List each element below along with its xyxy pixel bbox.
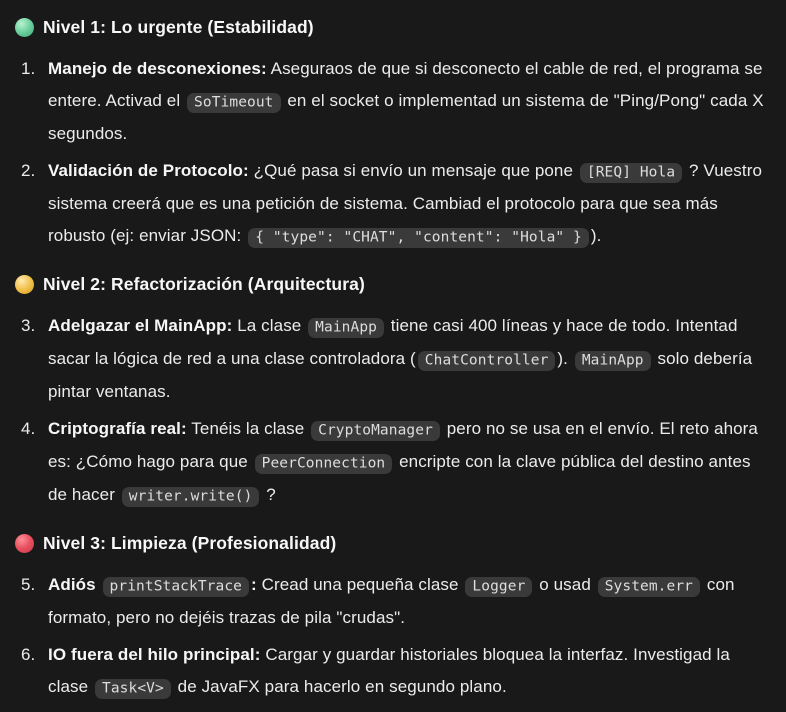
bold-text: Adelgazar el MainApp: — [48, 316, 233, 335]
body-text: Cread una pequeña clase — [256, 575, 464, 594]
inline-code: { "type": "CHAT", "content": "Hola" } — [248, 228, 589, 248]
list-item — [15, 413, 770, 512]
bold-text: Adiós — [48, 575, 101, 594]
list-item — [15, 310, 770, 408]
inline-code: SoTimeout — [187, 93, 280, 113]
section-title: Nivel 1: Lo urgente (Estabilidad) — [43, 17, 314, 37]
inline-code: [REQ] Hola — [580, 163, 682, 183]
list-item-number: 2. — [21, 161, 36, 180]
section-heading — [15, 271, 770, 297]
inline-code: MainApp — [308, 318, 384, 338]
body-text: ¿Qué pasa si envío un mensaje que pone — [248, 161, 578, 180]
section-heading — [15, 530, 770, 556]
body-text: con formato, pero no dejéis trazas de pila "crudas". — [48, 575, 735, 627]
bold-text: : — [251, 575, 257, 594]
section-heading — [15, 14, 770, 40]
section-title: Nivel 2: Refactorización (Arquitectura) — [43, 274, 365, 294]
inline-code: ChatController — [418, 351, 556, 371]
list-item — [15, 155, 770, 253]
list-item-number: 1. — [21, 59, 36, 78]
body-text: o usad — [534, 575, 596, 594]
level-list — [15, 310, 770, 512]
level-list — [15, 569, 770, 704]
body-text: Aseguraos de que si desconecto el cable de red, el programa se entere. Activad el — [48, 59, 763, 110]
inline-code: PeerConnection — [255, 454, 393, 474]
list-item-number: 4. — [21, 419, 36, 438]
body-text: encripte con la clave pública del destino antes de hacer — [48, 452, 751, 504]
list-item-number: 6. — [21, 645, 36, 664]
body-text: ). — [557, 349, 573, 368]
inline-code: System.err — [598, 577, 700, 597]
bold-text: Manejo de desconexiones: — [48, 59, 267, 78]
body-text: tiene casi 400 líneas y hace de todo. Intentad sacar la lógica de red a una clase controladora ( — [48, 316, 738, 368]
list-item — [15, 53, 770, 150]
green-circle-icon — [15, 18, 34, 37]
body-text: La clase — [232, 316, 307, 335]
body-text: ). — [590, 226, 602, 245]
bold-text: Criptografía real: — [48, 419, 187, 438]
body-text: pero no se usa en el envío. El reto ahora es: ¿Cómo hago para que — [48, 419, 758, 471]
section-title: Nivel 3: Limpieza (Profesionalidad) — [43, 533, 337, 553]
bold-text: Validación de Protocolo: — [48, 161, 249, 180]
inline-code: writer.write() — [122, 487, 260, 507]
inline-code: MainApp — [575, 351, 651, 371]
list-item-number: 5. — [21, 575, 36, 594]
list-item-number: 3. — [21, 316, 36, 335]
list-item — [15, 639, 770, 704]
body-text: en el socket o implementad un sistema de "Ping/Pong" cada X segundos. — [48, 91, 764, 143]
body-text: ? Vuestro sistema creerá que es una petición de sistema. Cambiad el protocolo para que sea más robusto (ej: enviar JSON: — [48, 161, 763, 245]
inline-code: CryptoManager — [311, 421, 440, 441]
body-text: ? — [261, 485, 276, 504]
inline-code: printStackTrace — [103, 577, 249, 597]
body-text: solo debería pintar ventanas. — [48, 349, 753, 401]
red-circle-icon — [15, 534, 34, 553]
level-list — [15, 53, 770, 253]
body-text: Cargar y guardar historiales bloquea la interfaz. Investigad la clase — [48, 645, 730, 696]
body-text: de JavaFX para hacerlo en segundo plano. — [172, 677, 507, 696]
list-item — [15, 569, 770, 634]
bold-text: IO fuera del hilo principal: — [48, 645, 261, 664]
body-text: Tenéis la clase — [186, 419, 310, 438]
inline-code: Logger — [465, 577, 532, 597]
yellow-circle-icon — [15, 275, 34, 294]
inline-code: Task<V> — [95, 679, 171, 699]
